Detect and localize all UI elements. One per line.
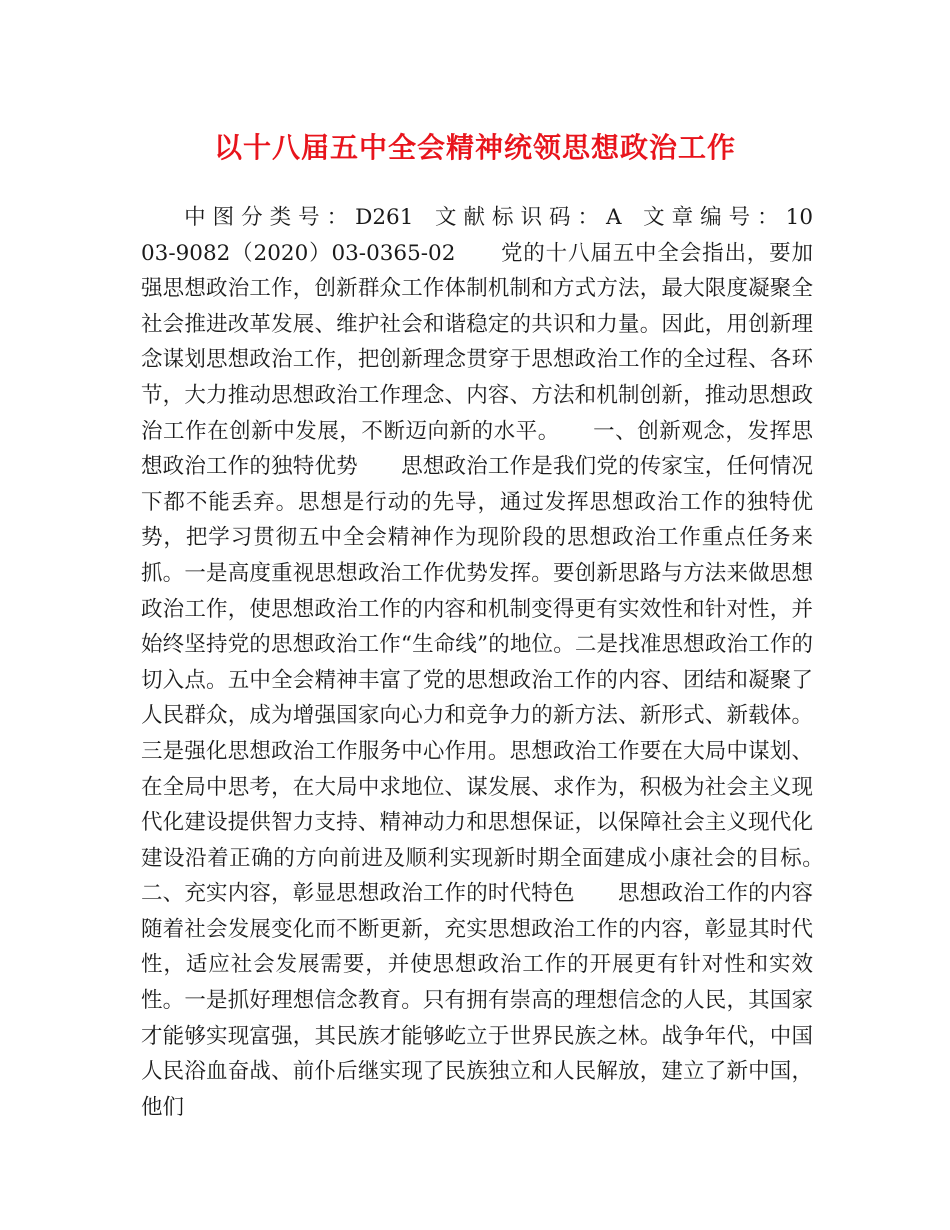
document-body: 中 图 分 类 号 ： D261 文 献 标 识 码 ： A 文 章 编 号 ： 1003-9082（2020）03-0365-02 党的十八届五中全会指出，要加强思想政治工作，创新群众工作体制机制和方式方法，最大限度凝聚全社会推进改革发展、维护社会和谐稳定的共识和力量。因此，用创新理念谋划思想政治工作，把创新理念贯穿于思想政治工作的全过程、各环节，大力推动思想政治工作理念、内容、方法和机制创新，推动思想政治工作在创新中发展，不断迈向新的水平。 一、创新观念，发挥思想政治工作的独特优势 思想政治工作是我们党的传家宝，任何情况下都不能丢弃。思想是行动的先导，通过发挥思想政治工作的独特优势，把学习贯彻五中全会精神作为现阶段的思想政治工作重点任务来抓。一是高度重视思想政治工作优势发挥。要创新思路与方法来做思想政治工作，使思想政治工作的内容和机制变得更有实效性和针对性，并始终坚持党的思想政治工作“生命线”的地位。二是找准思想政治工作的切入点。五中全会精神丰富了党的思想政治工作的内容、团结和凝聚了人民群众，成为增强国家向心力和竞争力的新方法、新形式、新载体。 三是强化思想政治工作服务中心作用。思想政治工作要在大局中谋划、在全局中思考，在大局中求地位、谋发展、求作为，积极为社会主义现代化建设提供智力支持、精神动力和思想保证，以保障社会主义现代化建设沿着正确的方向前进及顺利实现新时期全面建成小康社会的目标。 二、充实内容，彰显思想政治工作的时代特色 思想政治工作的内容随着社会发展变化而不断更新，充实思想政治工作的内容，彰显其时代性，适应社会发展需要，并使思想政治工作的开展更有针对性和实效性。一是抓好理想信念教育。只有拥有崇高的理想信念的人民，其国家才能够实现富强，其民族才能够屹立于世界民族之林。战争年代，中国人民浴血奋战、前仆后继实现了民族独立和人民解放，建立了新中国，他们 [141, 205, 857, 1120]
document-title: 以十八届五中全会精神统领思想政治工作 [213, 131, 736, 164]
